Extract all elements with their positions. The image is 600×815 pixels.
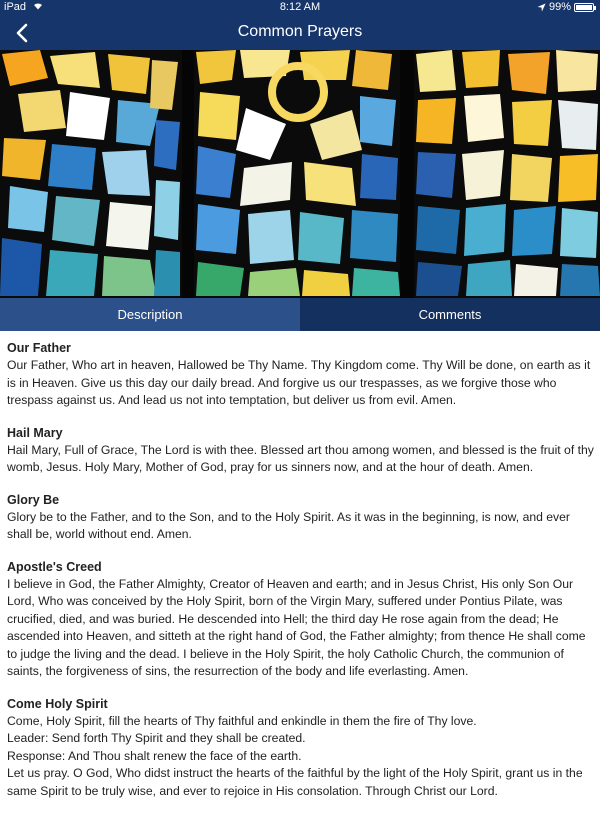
prayer-line: Leader: Send forth Thy Spirit and they shall be created.: [7, 731, 306, 745]
prayer-line: I believe in God, the Father Almighty, Creator of Heaven and earth; and in Jesus Christ, His only Son Our Lord, Who was conceived by the Holy Spirit, born of the Virgin Mary, suffered under Pontius Pilate, was crucified, died, and was buried. He descended into Hell; the third day He rose again from the dead; He ascended into Heaven, and sitteth at the right hand of God, the Father almighty; from thence He shall come to judge the living and the dead. I believe in the Holy Spirit, the holy Catholic Church, the communion of saints, the forgiveness of sins, the resurrection of the body and life everlasting. Amen.: [7, 576, 586, 678]
stained-glass-image: [0, 50, 600, 298]
prayer-block: [7, 425, 595, 477]
prayer-title: Our Father: [7, 341, 71, 355]
battery-fill: [576, 5, 592, 10]
prayer-text: [7, 357, 595, 410]
prayer-line: Glory be to the Father, and to the Son, and to the Holy Spirit. As it was in the beginning, is now, and ever shall be, world without end. Amen.: [7, 509, 570, 541]
prayer-title: Hail Mary: [7, 425, 63, 440]
prayer-block: [7, 492, 595, 544]
battery-icon: [574, 3, 594, 12]
prayer-block: [7, 340, 595, 410]
tab-comments[interactable]: Comments: [300, 298, 600, 331]
prayer-line: Response: And Thou shalt renew the face of the earth.: [7, 748, 302, 763]
prayer-title: Come Holy Spirit: [7, 696, 108, 711]
status-time: 8:12 AM: [279, 1, 321, 13]
prayer-line: Hail Mary, Full of Grace, The Lord is with thee. Blessed art thou among women, and blessed is the fruit of thy womb, Jesus. Holy Mary, Mother of God, pray for us sinners now, and at the hour of death. Amen.: [7, 442, 594, 474]
tab-description[interactable]: Description: [0, 298, 300, 331]
prayer-text: [7, 576, 595, 681]
prayer-text: [7, 713, 595, 801]
segmented-tabs: [0, 298, 600, 331]
prayer-line: Come, Holy Spirit, fill the hearts of Thy faithful and enkindle in them the fire of Thy love.: [7, 713, 477, 728]
prayer-line: Our Father, Who art in heaven, Hallowed be Thy Name. Thy Kingdom come. Thy Will be done, on earth as it is in Heaven. Give us this day our daily bread. And forgive us our trespasses, as we forgive those who trespass against us. And lead us not into temptation, but deliver us from evil. Amen.: [7, 358, 591, 407]
stained-glass-art: [0, 50, 600, 298]
status-right: [537, 1, 594, 13]
device-name: iPad: [4, 1, 27, 13]
prayer-title: Apostle's Creed: [7, 559, 102, 574]
status-bar: [0, 0, 600, 16]
prayer-title: Glory Be: [7, 492, 60, 507]
prayer-block: [7, 559, 595, 681]
location-arrow-icon: [537, 3, 546, 12]
prayer-list: [7, 340, 595, 815]
battery-percent: 99%: [548, 1, 571, 13]
prayer-block: [7, 696, 595, 801]
prayer-text: [7, 509, 595, 544]
prayer-text: [7, 442, 595, 477]
prayer-line: Let us pray. O God, Who didst instruct the hearts of the faithful by the light of the Holy Spirit, grant us in the same Spirit to be truly wise, and ever to rejoice in His consolation. Through Christ our Lord.: [7, 766, 583, 798]
page-title: Common Prayers: [237, 23, 363, 40]
nav-bar: [0, 16, 600, 50]
